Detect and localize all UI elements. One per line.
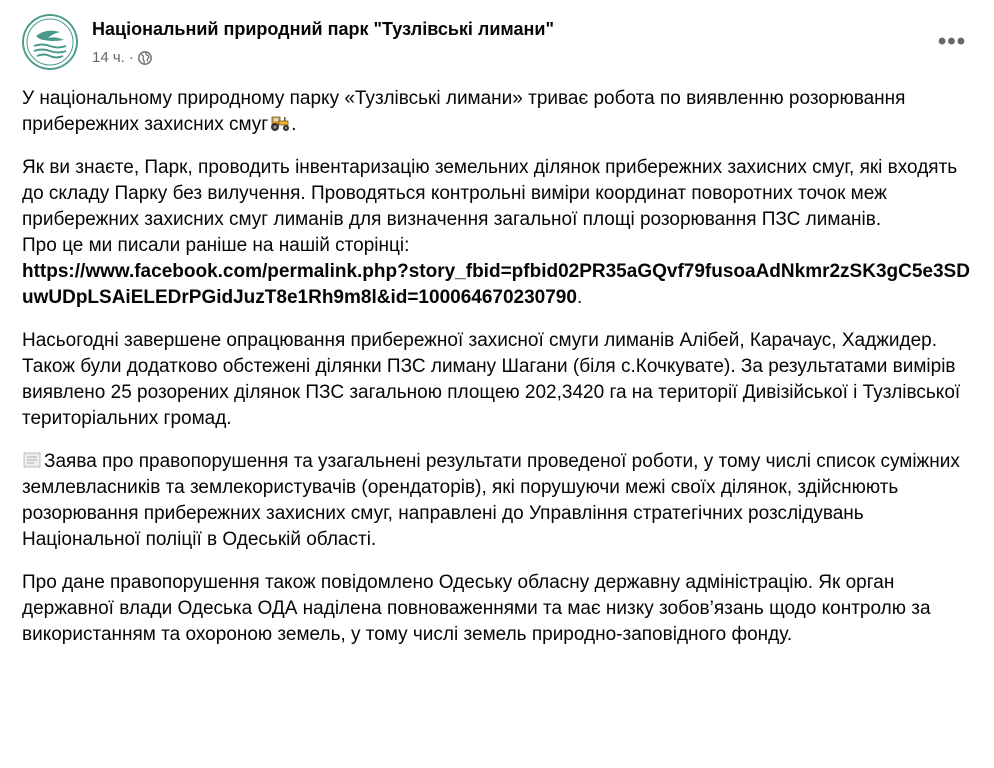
post-meta <box>92 49 152 66</box>
post-paragraph-1 <box>22 86 972 138</box>
post-paragraph-4 <box>22 449 972 553</box>
link-end: . <box>576 287 583 308</box>
paragraph-1-text: У національному природному парку «Тузлівські лимани» триває робота по виявленню розорювання прибережних захисних смуг <box>22 88 906 135</box>
page-name-link[interactable]: Національний природний парк "Тузлівські лимани" <box>92 19 554 39</box>
post-timestamp[interactable]: 14 ч. <box>92 49 125 66</box>
post-header <box>22 14 972 72</box>
meta-separator: · <box>128 49 134 66</box>
park-logo <box>22 14 78 70</box>
post-paragraph-3: Насьогодні завершене опрацювання прибережної захисної смуги лиманів Алібей, Карачаус, Хаджидер. Також були додатково обстежені ділянки ПЗС лиману Шагани (біля с.Кочкувате). За результатами вимірів виявлено 25 розорених ділянок ПЗС загальною площею 202,3420 га на території Дивізійської і Тузлівської територіальних громад. <box>22 330 961 429</box>
tractor-emoji-icon <box>269 114 291 132</box>
paragraph-4-text: Заява про правопорушення та узагальнені результати проведеної роботи, у тому числі список суміжних землевласників та землекористувачів (орендаторів), які порушуючи межі своїх ділянок, здійснюють розорювання прибережних захисних смуг, направлені до Управління стратегічних розслідувань Національної поліції в Одеській області. <box>22 451 960 550</box>
paragraph-1-end: . <box>291 114 297 135</box>
paragraph-2-reference: Про це ми писали раніше на нашій сторінці: <box>22 235 410 256</box>
post-body <box>22 86 972 665</box>
post-paragraph-2 <box>22 155 972 311</box>
post-paragraph-5: Про дане правопорушення також повідомлено Одеську обласну державну адміністрацію. Як орган державної влади Одеська ОДА наділена повноваженнями та має низку зобов’язань щодо контролю за використанням та охороною земель, у тому числі земель природно-заповідного фонду. <box>22 572 931 645</box>
more-options-button[interactable] <box>934 24 970 60</box>
memo-emoji-icon <box>22 451 42 469</box>
permalink-link[interactable]: https://www.facebook.com/permalink.php?story_fbid=pfbid02PR35aGQvf79fusoaAdNkmr2zSK3gC5e3SDuwUDpLSAiELEDrPGidJuzT8e1Rh9m8l&id=100064670230790 <box>22 261 970 308</box>
more-icon: ••• <box>937 28 967 55</box>
globe-icon[interactable] <box>138 51 152 65</box>
avatar[interactable] <box>22 14 78 70</box>
paragraph-2-text: Як ви знаєте, Парк, проводить інвентаризацію земельних ділянок прибережних захисних смуг, які входять до складу Парку без вилучення. Проводяться контрольні виміри координат поворотних точок меж прибережних захисних смуг лиманів для визначення загальної площі розорювання ПЗС лиманів. <box>22 157 958 230</box>
